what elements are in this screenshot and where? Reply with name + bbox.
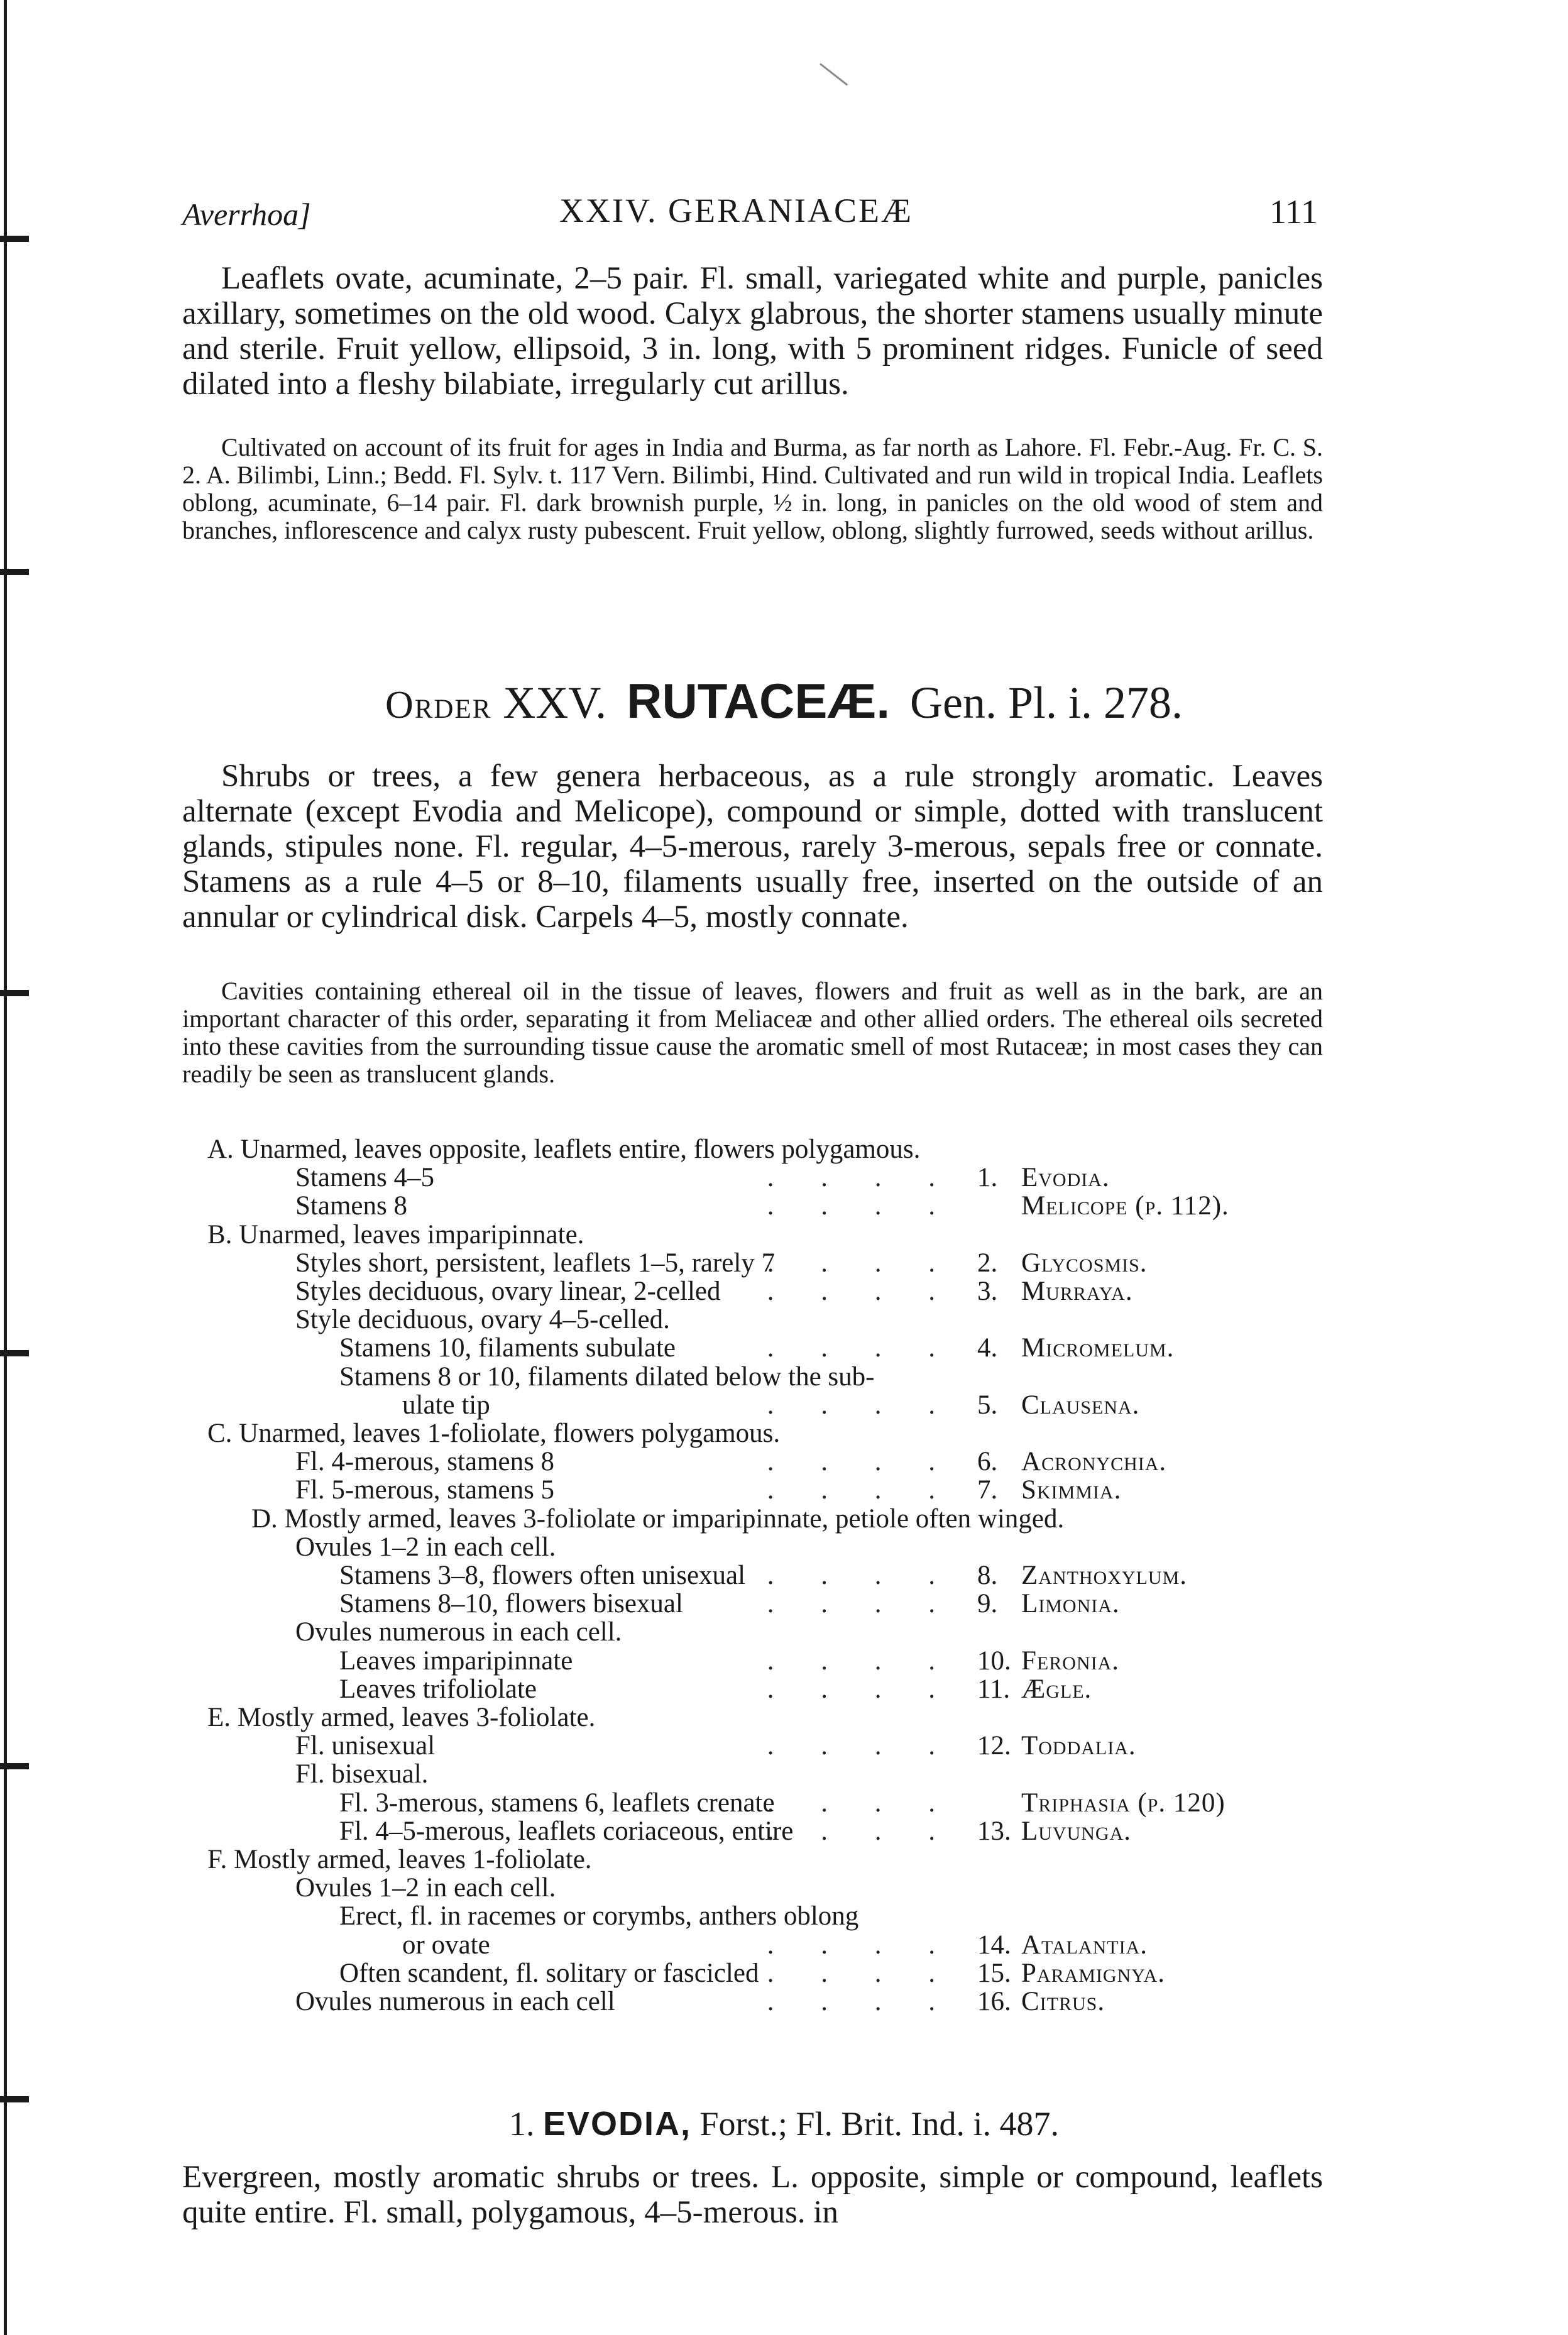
- key-genus: Paramignya.: [1021, 1958, 1166, 1988]
- key-genus: Citrus.: [1021, 1987, 1105, 2016]
- key-leader: . . . .: [767, 1561, 955, 1590]
- key-genus: Feronia.: [1021, 1645, 1119, 1676]
- key-number: 2.: [977, 1248, 998, 1278]
- key-row: [0, 1732, 1568, 1761]
- key-genus: Evodia.: [1021, 1163, 1110, 1193]
- key-text: Fl. 5-merous, stamens 5: [295, 1475, 555, 1505]
- key-number: 3.: [977, 1277, 998, 1306]
- key-text: Stamens 4–5: [295, 1163, 434, 1193]
- averrhoa-note: Cultivated on account of its fruit for ages in India and Burma, as far north as Lahore. Fl. Febr.-Aug. Fr. C. S. 2. A. Bilimbi, Linn.; Bedd. Fl. Sylv. t. 117 Vern. Bilimbi, Hind. Cultivated and run wild in tropical India. Leaflets oblong, acuminate, 6–14 pair. Fl. dark brownish purple, ½ in. long, in panicles on the old wood of stem and branches, inflorescence and calyx rusty pubescent. Fruit yellow, oblong, slightly furrowed, seeds without arillus.: [182, 433, 1323, 544]
- key-genus: Micromelum.: [1021, 1333, 1175, 1363]
- key-row: [0, 1789, 1568, 1818]
- order-label: Order: [385, 684, 492, 727]
- edge-mark: [0, 236, 29, 242]
- evodia-description: Evergreen, mostly aromatic shrubs or trees. L. opposite, simple or compound, leaflets quite entire. Fl. small, polygamous, 4–5-merous. in: [182, 2160, 1323, 2230]
- key-number: 8.: [977, 1561, 998, 1590]
- order-heading: [0, 673, 1568, 730]
- stray-mark: [820, 63, 848, 85]
- key-leader: . . . .: [767, 1788, 955, 1818]
- key-genus: Limonia.: [1021, 1589, 1120, 1619]
- key-row: [0, 1135, 1568, 1164]
- genus-name: EVODIA,: [542, 2105, 691, 2143]
- key-text: ulate tip: [402, 1390, 490, 1420]
- key-row: [0, 1845, 1568, 1874]
- key-genus: Acronychia.: [1021, 1447, 1167, 1477]
- key-leader: . . . .: [767, 1731, 955, 1761]
- key-row: [0, 1987, 1568, 2016]
- key-row: [0, 1760, 1568, 1789]
- key-text: Ovules numerous in each cell: [295, 1987, 615, 2016]
- key-text: Stamens 3–8, flowers often unisexual: [339, 1561, 746, 1590]
- order-number: XXV.: [503, 678, 607, 728]
- key-row: [0, 1561, 1568, 1590]
- key-text: F. Mostly armed, leaves 1-foliolate.: [207, 1845, 592, 1874]
- key-row: [0, 1590, 1568, 1618]
- key-row: [0, 1675, 1568, 1704]
- key-genus: Ægle.: [1021, 1674, 1092, 1704]
- key-text: Stamens 8–10, flowers bisexual: [339, 1589, 683, 1619]
- key-row: [0, 1505, 1568, 1534]
- key-row: [0, 1703, 1568, 1732]
- key-row: [0, 1874, 1568, 1903]
- key-leader: . . . .: [767, 1987, 955, 2016]
- key-number: 5.: [977, 1390, 998, 1420]
- key-text: A. Unarmed, leaves opposite, leaflets entire, flowers polygamous.: [207, 1135, 921, 1164]
- key-text: C. Unarmed, leaves 1-foliolate, flowers polygamous.: [207, 1419, 781, 1448]
- key-genus: Murraya.: [1021, 1277, 1133, 1306]
- page-title: XXIV. GERANIACEÆ: [559, 192, 914, 229]
- key-leader: . . . .: [767, 1816, 955, 1846]
- order-note: Cavities containing ethereal oil in the tissue of leaves, flowers and fruit as well as in the bark, are an important character of this order, separating it from Meliaceæ and other allied orders. The ethereal oils secreted into these cavities from the surrounding tissue cause the aromatic smell of most Rutaceæ; in most cases they can readily be seen as translucent glands.: [182, 977, 1323, 1088]
- key-row: [0, 1448, 1568, 1476]
- genus-heading: [0, 2104, 1568, 2143]
- key-row: [0, 1305, 1568, 1334]
- key-leader: . . . .: [767, 1277, 955, 1306]
- genus-authority: Forst.; Fl. Brit. Ind. i. 487.: [699, 2105, 1060, 2143]
- key-row: [0, 1192, 1568, 1221]
- key-leader: . . . .: [767, 1447, 955, 1477]
- key-leader: . . . .: [767, 1645, 955, 1676]
- key-leader: . . . .: [767, 1191, 955, 1221]
- running-head: Averrhoa]: [182, 197, 311, 232]
- key-genus: Toddalia.: [1021, 1731, 1136, 1761]
- key-genus: Clausena.: [1021, 1390, 1140, 1420]
- edge-mark: [0, 2096, 29, 2102]
- order-description: Shrubs or trees, a few genera herbaceous, as a rule strongly aromatic. Leaves alternate (except Evodia and Melicope), compound or simple, dotted with translucent glands, stipules none. Fl. regular, 4–5-merous, rarely 3-merous, sepals free or connate. Stamens as a rule 4–5 or 8–10, filaments usually free, inserted on the outside of an annular or cylindrical disk. Carpels 4–5, mostly connate.: [182, 759, 1323, 935]
- key-text: Stamens 8: [295, 1191, 407, 1221]
- key-leader: . . . .: [767, 1163, 955, 1193]
- averrhoa-description: Leaflets ovate, acuminate, 2–5 pair. Fl. small, variegated white and purple, panicles axillary, sometimes on the old wood. Calyx glabrous, the shorter stamens usually minute and sterile. Fruit yellow, ellipsoid, 3 in. long, with 5 prominent ridges. Funicle of seed dilated into a fleshy bilabiate, irregularly cut arillus.: [182, 261, 1323, 402]
- key-row: [0, 1647, 1568, 1676]
- key-leader: . . . .: [767, 1674, 955, 1704]
- key-row: [0, 1163, 1568, 1192]
- key-row: [0, 1959, 1568, 1988]
- key-row: [0, 1363, 1568, 1392]
- key-text: Leaves trifoliolate: [339, 1674, 537, 1704]
- key-number: 16.: [977, 1987, 1011, 2016]
- key-leader: . . . .: [767, 1958, 955, 1988]
- key-row: [0, 1249, 1568, 1278]
- order-reference: Gen. Pl. i. 278.: [910, 678, 1183, 728]
- key-text: B. Unarmed, leaves imparipinnate.: [207, 1219, 584, 1250]
- key-text: Fl. unisexual: [295, 1731, 436, 1761]
- key-leader: . . . .: [767, 1589, 955, 1619]
- order-name: RUTACEÆ.: [627, 673, 891, 728]
- key-number: 12.: [977, 1731, 1011, 1761]
- key-genus: Atalantia.: [1021, 1930, 1148, 1960]
- genus-number: 1.: [508, 2105, 535, 2143]
- key-text: Style deciduous, ovary 4–5-celled.: [295, 1305, 670, 1335]
- page-number: 111: [1269, 193, 1318, 231]
- key-row: [0, 1476, 1568, 1505]
- key-text: Styles short, persistent, leaflets 1–5, rarely 7: [295, 1248, 776, 1278]
- key-genus: Triphasia (p. 120): [1021, 1788, 1225, 1818]
- key-text: Stamens 10, filaments subulate: [339, 1333, 676, 1363]
- key-text: Fl. 4-merous, stamens 8: [295, 1447, 555, 1477]
- key-text: Fl. bisexual.: [295, 1759, 429, 1789]
- key-genus: Zanthoxylum.: [1021, 1561, 1187, 1590]
- key-genus: Skimmia.: [1021, 1475, 1122, 1505]
- edge-mark: [0, 990, 29, 996]
- key-row: [0, 1334, 1568, 1363]
- key-text: Often scandent, fl. solitary or fascicled: [339, 1958, 759, 1988]
- key-row: [0, 1931, 1568, 1960]
- edge-mark: [0, 569, 29, 575]
- key-row: [0, 1902, 1568, 1931]
- key-row: [0, 1618, 1568, 1647]
- key-text: Leaves imparipinnate: [339, 1645, 573, 1676]
- key-number: 6.: [977, 1447, 998, 1477]
- key-leader: . . . .: [767, 1475, 955, 1505]
- key-row: [0, 1817, 1568, 1846]
- key-text: Ovules 1–2 in each cell.: [295, 1873, 556, 1903]
- key-number: 9.: [977, 1589, 998, 1619]
- key-leader: . . . .: [767, 1390, 955, 1420]
- key-genus: Luvunga.: [1021, 1816, 1132, 1846]
- key-number: 13.: [977, 1816, 1011, 1846]
- key-text: D. Mostly armed, leaves 3-foliolate or imparipinnate, petiole often winged.: [251, 1503, 1065, 1534]
- key-text: Stamens 8 or 10, filaments dilated below the sub-: [339, 1361, 875, 1392]
- key-leader: . . . .: [767, 1930, 955, 1960]
- key-number: 15.: [977, 1958, 1011, 1988]
- key-number: 4.: [977, 1333, 998, 1363]
- key-text: E. Mostly armed, leaves 3-foliolate.: [207, 1703, 596, 1732]
- key-row: [0, 1533, 1568, 1562]
- key-leader: . . . .: [767, 1333, 955, 1363]
- key-text: Styles deciduous, ovary linear, 2-celled: [295, 1277, 721, 1306]
- key-text: Ovules 1–2 in each cell.: [295, 1532, 556, 1562]
- key-number: 14.: [977, 1930, 1011, 1960]
- key-number: 11.: [977, 1674, 1011, 1704]
- key-row: [0, 1391, 1568, 1420]
- key-text: Erect, fl. in racemes or corymbs, anthers oblong: [339, 1901, 859, 1931]
- key-text: Ovules numerous in each cell.: [295, 1617, 622, 1647]
- key-text: or ovate: [402, 1930, 490, 1960]
- key-leader: . . . .: [767, 1248, 955, 1278]
- key-text: Fl. 3-merous, stamens 6, leaflets crenate: [339, 1788, 775, 1818]
- key-number: 7.: [977, 1475, 998, 1505]
- key-number: 10.: [977, 1645, 1011, 1676]
- key-row: [0, 1221, 1568, 1250]
- key-genus: Melicope (p. 112).: [1021, 1191, 1229, 1221]
- key-number: 1.: [977, 1163, 998, 1193]
- key-text: Fl. 4–5-merous, leaflets coriaceous, entire: [339, 1816, 794, 1846]
- key-row: [0, 1277, 1568, 1306]
- key-genus: Glycosmis.: [1021, 1248, 1148, 1278]
- key-row: [0, 1419, 1568, 1448]
